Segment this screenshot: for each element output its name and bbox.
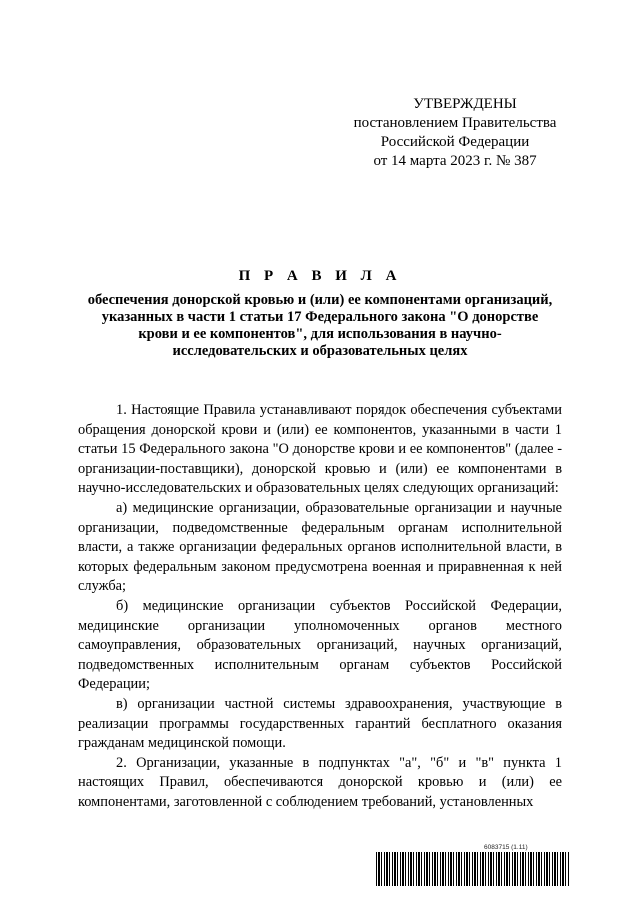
document-subtitle — [40, 292, 600, 360]
paragraph-1: 1. Настоящие Правила устанавливают порядок обеспечения субъектами обращения донорской крови и (или) ее компонентов, указанными в части 1 статьи 15 Федерального закона "О донорстве крови и ее компонентов" (далее - организации-поставщики), донорской кровью и (или) ее компонентами в научно-исследовательских и образовательных целях следующих организаций: — [78, 402, 562, 497]
barcode-number: 6083715 (1.11) — [484, 844, 528, 851]
subtitle-line-3: крови и ее компонентов", для использования в научно- — [138, 326, 502, 342]
paragraph-1b: б) медицинские организации субъектов Российской Федерации, медицинские организации уполномоченных органов местного самоуправления, образовательных организаций, научных организаций, подведомственных исполнительным органам субъектов Российской Федерации; — [78, 597, 562, 693]
approval-line-resolution: постановлением Правительства — [353, 115, 557, 131]
approval-line-date-number: от 14 марта 2023 г. № 387 — [373, 153, 537, 169]
document-title: П Р А В И Л А — [238, 268, 402, 284]
subtitle-line-2: указанных в части 1 статьи 17 Федерального закона "О донорстве — [101, 309, 539, 325]
document-body — [78, 401, 562, 812]
subtitle-line-4: исследовательских и образовательных целях — [172, 343, 468, 359]
approval-line-government: Российской Федерации — [380, 134, 530, 150]
approval-heading: УТВЕРЖДЕНЫ — [413, 96, 517, 112]
paragraph-2: 2. Организации, указанные в подпунктах "а", "б" и "в" пункта 1 настоящих Правил, обеспечиваются донорской кровью и (или) ее компонентами, заготовленной с соблюдением требований, установленных — [78, 754, 562, 810]
paragraph-1a: а) медицинские организации, образовательные организации и научные организации, подведомственные федеральным органам исполнительной власти, а также организации федеральных органов исполнительной власти, в которых федеральным законом предусмотрена военная и приравненная к ней служба; — [78, 499, 562, 595]
paragraph-1c: в) организации частной системы здравоохранения, участвующие в реализации программы государственных гарантий бесплатного оказания гражданам медицинской помощи. — [78, 695, 562, 752]
approval-block — [330, 95, 580, 171]
subtitle-line-1: обеспечения донорской кровью и (или) ее компонентами организаций, — [87, 292, 553, 308]
barcode — [376, 852, 570, 886]
